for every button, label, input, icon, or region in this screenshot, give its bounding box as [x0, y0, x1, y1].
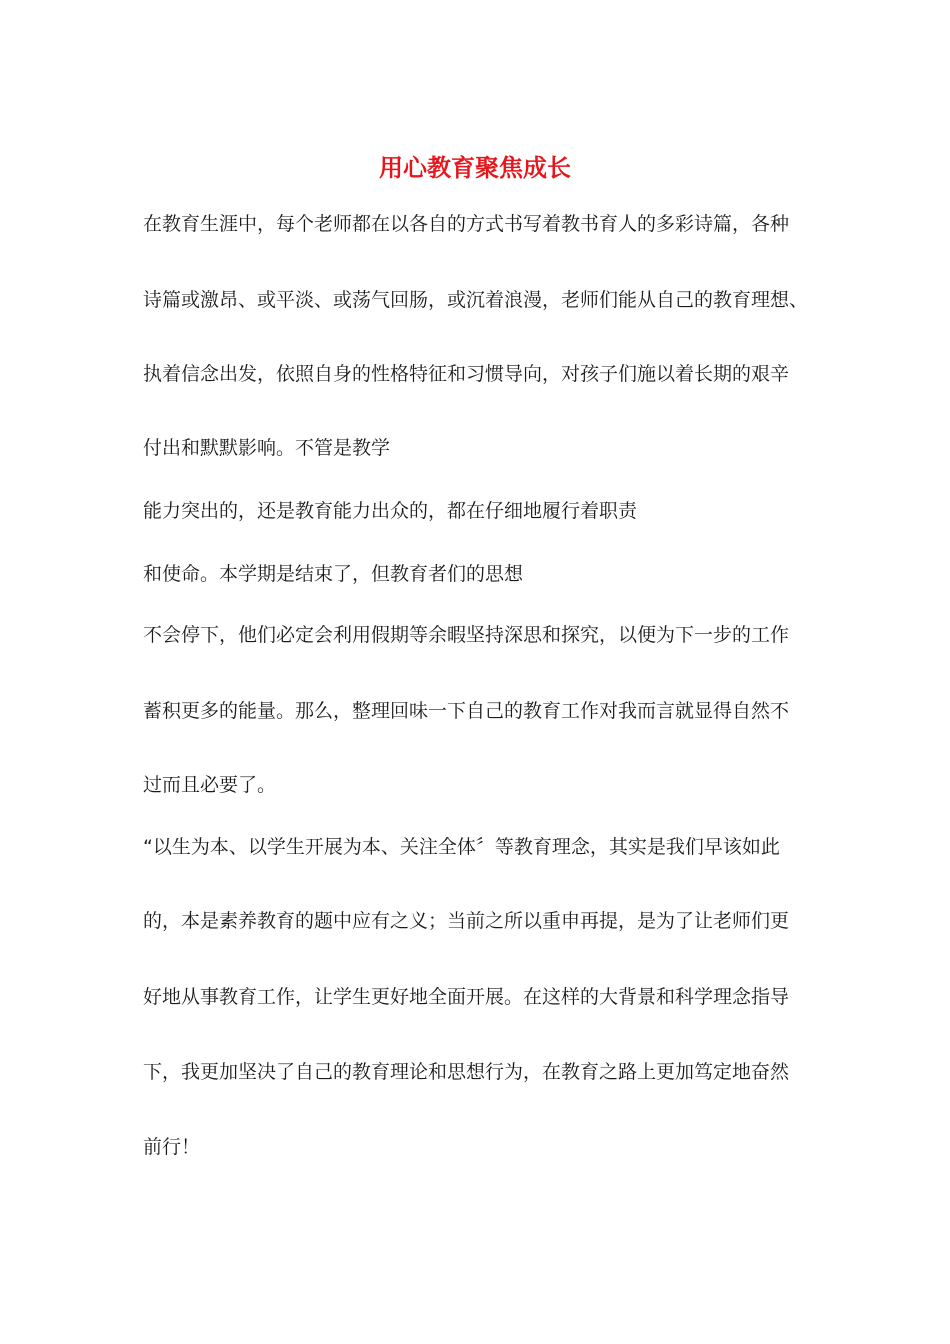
- paragraph-line: 不会停下，他们必定会利用假期等余暇坚持深思和探究，以便为下一步的工作: [143, 624, 790, 646]
- paragraph-line: 能力突出的，还是教育能力出众的，都在仔细地履行着职责: [143, 500, 638, 522]
- paragraph-line: 执着信念出发，依照自身的性格特征和习惯导向，对孩子们施以着长期的艰辛: [143, 363, 790, 385]
- paragraph-line: 好地从事教育工作，让学生更好地全面开展。在这样的大背景和科学理念指导: [143, 986, 790, 1008]
- paragraph-line: 前行！: [143, 1136, 201, 1158]
- paragraph-line: 付出和默默影响。不管是教学: [143, 437, 391, 459]
- paragraph-line: 过而且必要了。: [143, 774, 277, 796]
- paragraph-line: 下，我更加坚决了自己的教育理论和思想行为，在教育之路上更加笃定地奋然: [143, 1061, 790, 1083]
- paragraph-line: 诗篇或激昂、或平淡、或荡气回肠，或沉着浪漫，老师们能从自己的教育理想、: [143, 289, 809, 311]
- paragraph-line: “以生为本、以学生开展为本、关注全体〞等教育理念，其实是我们早该如此: [143, 836, 780, 858]
- paragraph-line: 和使命。本学期是结束了，但教育者们的思想: [143, 563, 524, 585]
- paragraph-line: 在教育生涯中，每个老师都在以各自的方式书写着教书育人的多彩诗篇，各种: [143, 213, 790, 235]
- document-title: 用心教育聚焦成长: [379, 153, 571, 182]
- paragraph-line: 蓄积更多的能量。那么，整理回味一下自己的教育工作对我而言就显得自然不: [143, 700, 790, 722]
- paragraph-line: 的，本是素养教育的题中应有之义；当前之所以重申再提，是为了让老师们更: [143, 910, 790, 932]
